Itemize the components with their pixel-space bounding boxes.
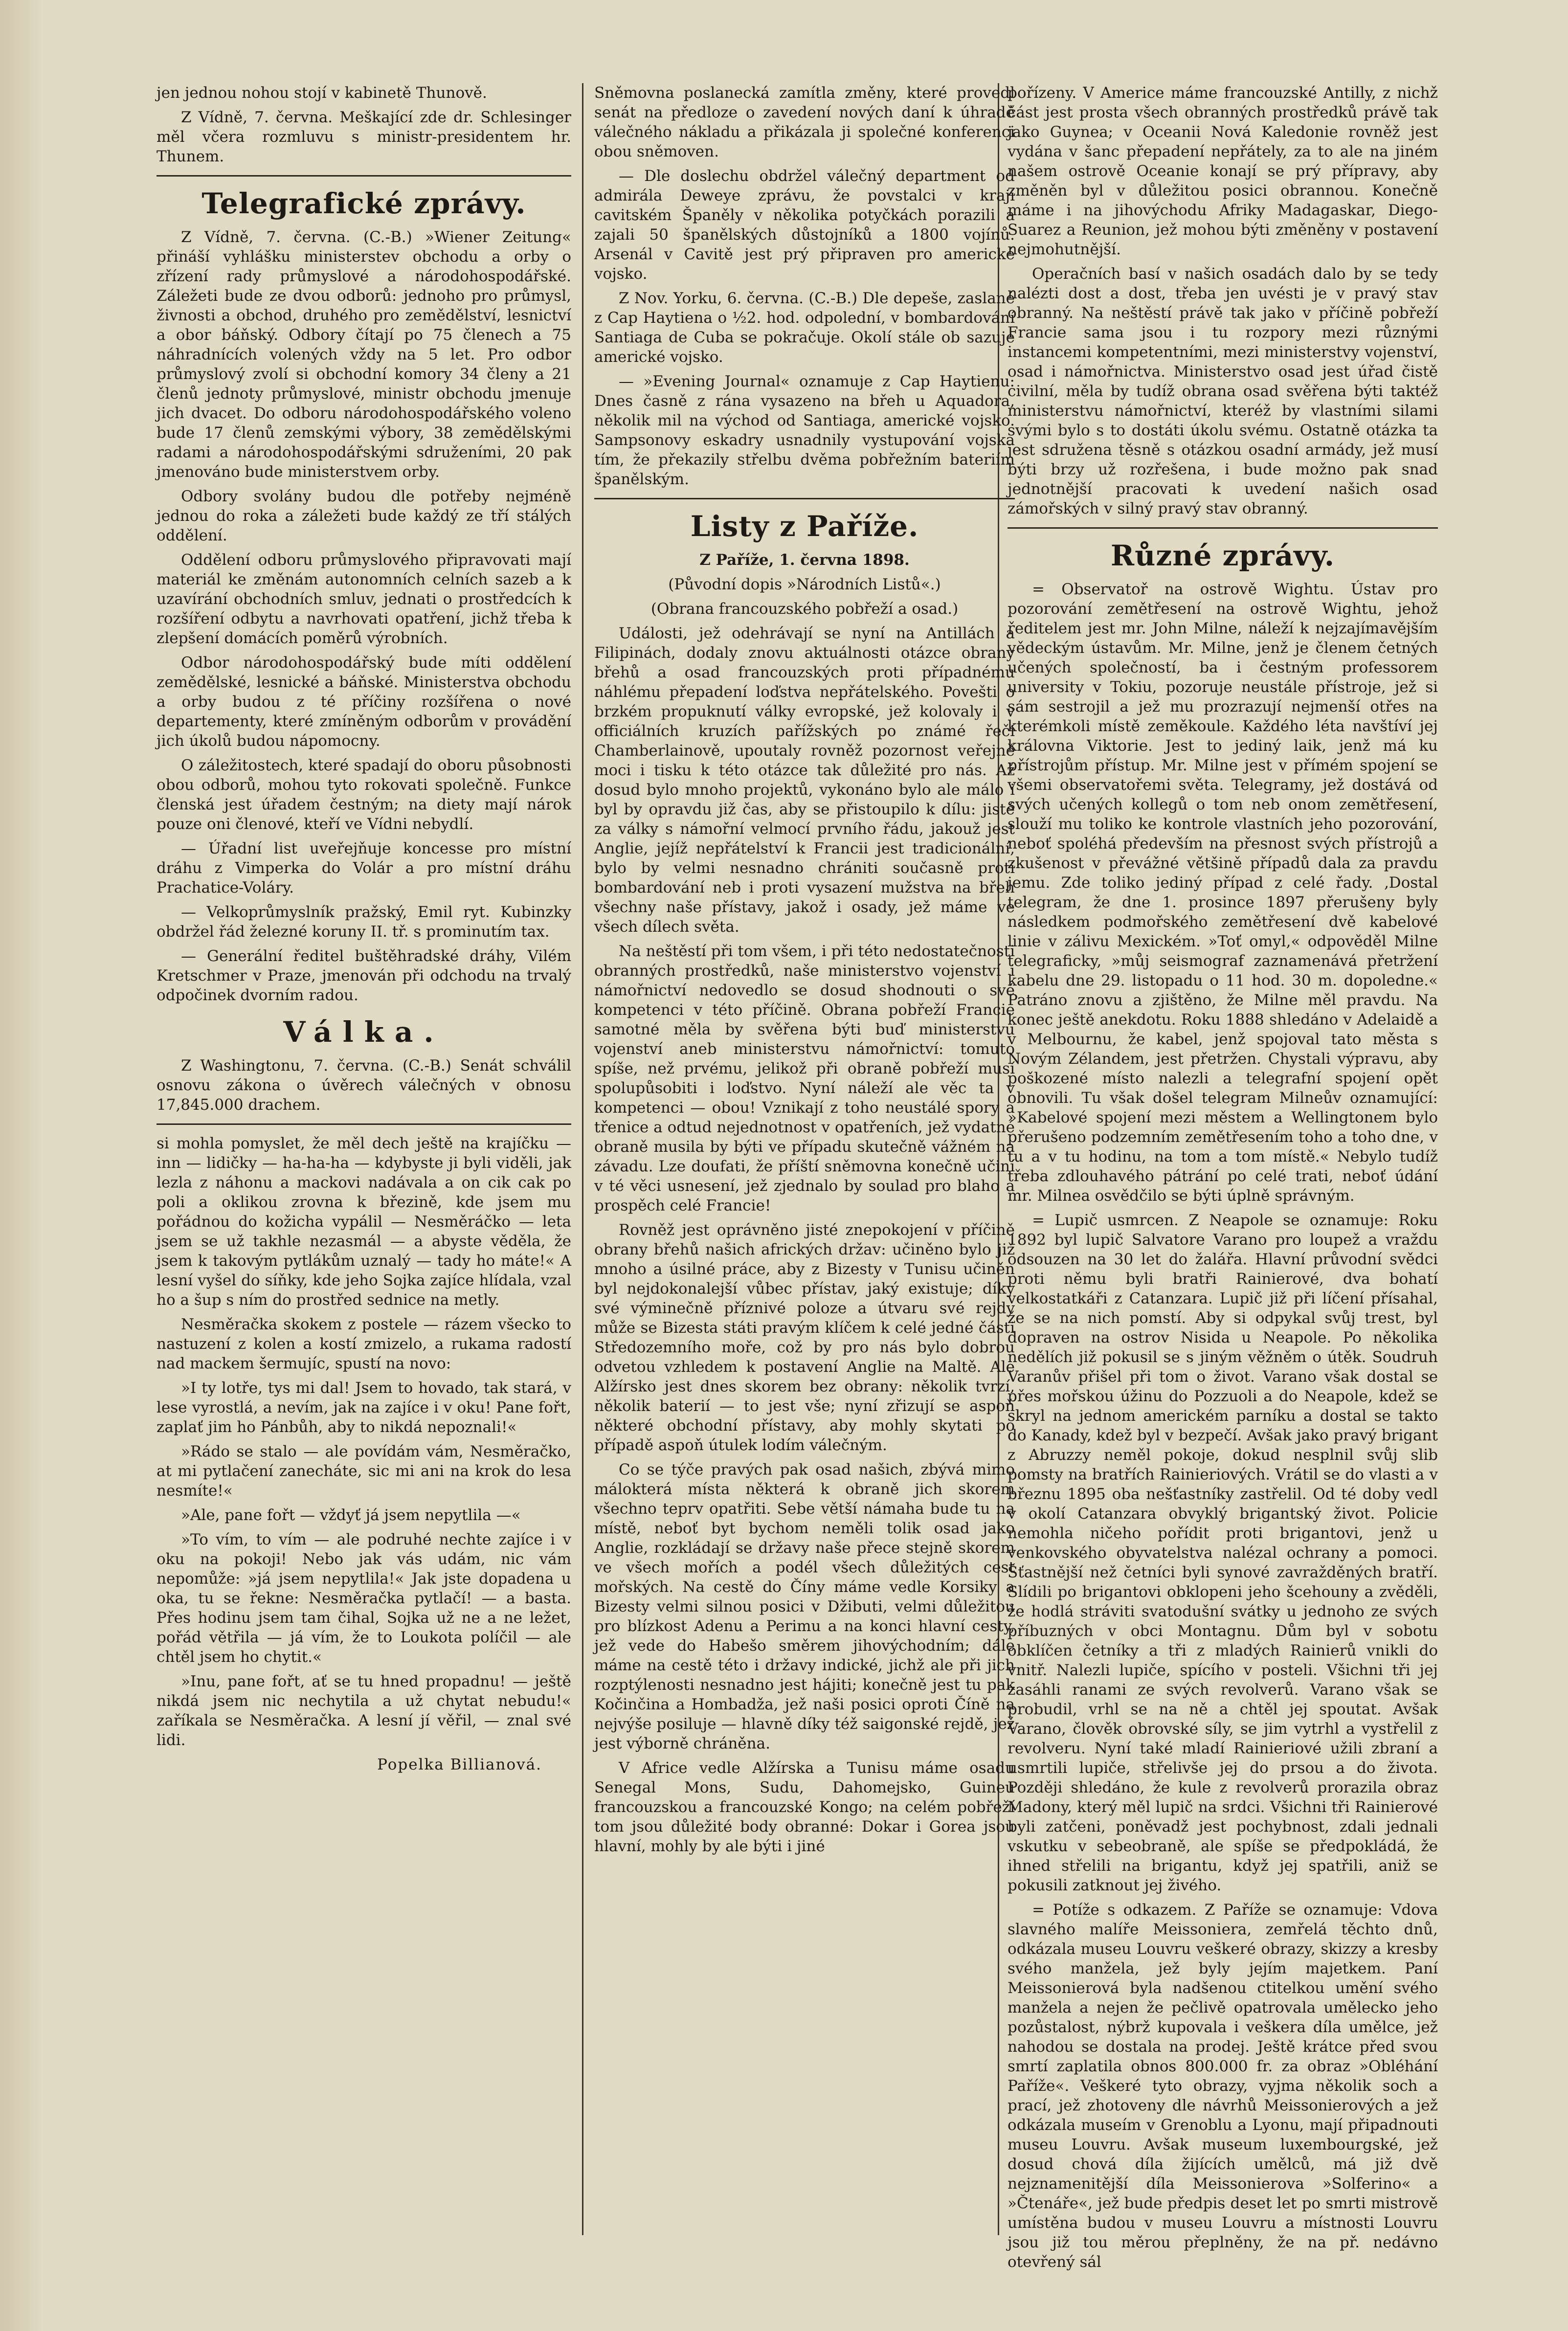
misc-news-para: = Potíže s odkazem. Z Paříže se oznamuje: Vdova slavného malíře Meissoniera, zemřelá těchto dnů, odkázala museu Louvru veškeré obrazy, skizzy a kresby svého manžela, jež byly jejím majetkem. Paní Meissonierová byla nadšenou ctitelkou umění svého manžela a nejen že pečlivě opatrovala umělecko jeho pozůstalost, nýbrž kupovala i veškera díla umělce, jež nahodou se dostala na prodej. Ještě krátce před svou smrtí zaplatila obnos 800.000 fr. za obraz »Obléhání Paříže«. Veškeré tyto obrazy, vyjma několik soch a prací, jež zhotoveny dle návrhů Meissonierových a jež odkázala museím v Grenoblu a Lyonu, mají připadnouti museu Louvru. Avšak museum luxembourgské, jež dosud chová díla žijících umělců, má již dvě nejznamenitější díla Meissonierova »Solferino« a »Čtenáře«, jež bude předpis deset let po smrti mistrově umístěna budou v museu Louvru a místnosti Louvru jsou již tou měrou přeplněny, že na př. nedávno otevřený sál xyxy=(1008,1901,1438,2271)
section-rule xyxy=(157,175,571,177)
telegram-para: — Velkoprůmyslník pražský, Emil ryt. Kubinzky obdržel řád železné koruny II. tř. s prominutím tax. xyxy=(157,903,571,941)
feuilleton-para: »Rádo se stalo — ale povídám vám, Nesměračko, at mi pytlačení zanecháte, sic mi ani na krok do lesa nesmíte!« xyxy=(157,1443,571,1500)
paris-subtitle: (Obrana francouzského pobřeží a osad.) xyxy=(650,600,959,618)
feuilleton-rule xyxy=(157,1123,571,1125)
continued-text: jen jednou nohou stojí v kabinetě Thunově. xyxy=(157,84,487,102)
page-fold-shadow xyxy=(0,0,44,2331)
column-3 xyxy=(1008,83,1438,2271)
news-para: — »Evening Journal« oznamuje z Cap Haytienu: Dnes časně z rána vysazeno na břeh u Aquadora, několik mil na východ od Santiaga, americké vojsko. Sampsonovy eskadry usnadnily vystupování vojska tím, že překazily střelbu dvěma pobřežním bateriím španělským. xyxy=(594,373,1015,488)
paris-para: V Africe vedle Alžírska a Tunisu máme osadu Senegal Mons, Sudu, Dahomejsko, Guineu francouzskou a francouzské Kongo; na celém pobřeží tom jsou důležité body obranné: Dokar i Gorea jsou hlavní, mohly by ale býti i jiné xyxy=(594,1759,1015,1855)
news-para: — Dle doslechu obdržel válečný department od admirála Deweye zprávu, že povstalci v kraji cavitském Španěly v několika potyčkách porazili a zajali 50 španělských důstojníků a 1800 vojínů. Arsenál v Cavitě jest prý připraven pro americké vojsko. xyxy=(594,167,1015,283)
paris-para: Co se týče pravých pak osad našich, zbývá mimo málokterá místa některá k obraně jich skorem všechno teprv opatřiti. Sebe větší námaha bude tu na místě, neboť byt bychom neměli tolik osad jako Anglie, rozkládají se državy naše přece stejně skorem ve všech mořích a podél všech důležitých cest mořských. Na cestě do Číny máme vedle Korsiky a Bizesty velmi silnou posici v Džibuti, velmi důležitou pro blízkost Adenu a Perimu a na konci hlavní cesty, jež vede do Habešo směrem jihovýchodním; dále máme na cestě této i državy indické, jichž ale při jich rozptýlenosti nesnadno jest hájiti; konečně jest tu pak Kočinčina a Hombadža, jež naši posici oproti Číně na nejvýše posiluje — hlavně díky též saigonské rejdě, jež jest výborně chráněna. xyxy=(594,1461,1015,1752)
vienna-news: Z Vídně, 7. června. Meškající zde dr. Schlesinger měl včera rozmluvu s ministr-presidentem hr. Thunem. xyxy=(157,109,571,165)
feuilleton-para: »I ty lotře, tys mi dal! Jsem to hovado, tak stará, v lese vyrostlá, a nevím, jak na zajíce i v oku! Pane fořt, zaplať jim ho Pánbůh, aby to nikdá nepoznali!« xyxy=(157,1379,571,1436)
telegram-para: Odbor národohospodářský bude míti oddělení zemědělské, lesnické a báňské. Ministerstva obchodu a orby budou z té příčiny rozšířena o nové departementy, které zmíněným odborům v provádění jich úkolů budou nápomocny. xyxy=(157,654,571,750)
feuilleton-para: »To vím, to vím — ale podruhé nechte zajíce i v oku na pokoji! Nebo jak vás udám, nic vám nepomůže: »já jsem nepytlila!« Jak jste dopadena u oka, tu se řekne: Nesměračka pytlačí! — a basta. Přes hodinu jsem tam čihal, Sojka už ne a ne ležet, pořád větřila — já vím, že to Loukota políčil — ale chtěl jsem ho chytit.« xyxy=(157,1531,571,1666)
paris-letters-title: Listy z Paříže. xyxy=(690,510,919,543)
telegram-para: — Úřadní list uveřejňuje koncesse pro místní dráhu z Vimperka do Volár a pro místní dráhu Prachatice-Voláry. xyxy=(157,840,571,897)
telegram-para: Oddělení odboru průmyslového připravovati mají materiál ke změnám autonomních celních sazeb a k uzavírání obchodních smluv, jednati o prostředcích k rozšíření odbytu a navrhovati opatření, jichž třeba k zlepšení domácích poměrů výrobních. xyxy=(157,551,571,647)
telegram-para: — Generální ředitel buštěhradské dráhy, Vilém Kretschmer v Praze, jmenován při odchodu na trvalý odpočinek dvorním radou. xyxy=(157,947,571,1004)
paris-para: Rovněž jest oprávněno jisté znepokojení v příčině obrany břehů našich afrických držav: učiněno bylo již mnoho a úsilné práce, aby z Bizesty v Tunisu učiněn byl nejdokonalejší vůbec přístav, jaký existuje; díky své výminečně příznivé poloze a útvaru své rejdy může se Bizesta státi pravým klíčem k celé jedné části Středozemního moře, což by pro nás bylo dobrou odvetou vzhledem k postavení Anglie na Maltě. Ale Alžírsko jest dnes skorem bez obrany: několik tvrzí, několik baterií — to jest vše; nyní zřizují se aspoň některé obchodní přístavy, aby mohly skytati po případě aspoň útulek lodím válečným. xyxy=(594,1221,1015,1454)
paris-source: (Původní dopis »Národních Listů«.) xyxy=(668,576,941,593)
misc-news-title: Různé zprávy. xyxy=(1110,539,1335,572)
feuilleton-para: »Inu, pane fořt, ať se tu hned propadnu! — ještě nikdá jsem nic nechytila a už chytat nebudu!« zaříkala se Nesměračka. A lesní jí věřil, — znal své lidi. xyxy=(157,1673,571,1749)
telegram-para: O záležitostech, které spadají do oboru působnosti obou odborů, mohou tyto rokovati společně. Funkce členská jest úřadem čestným; na diety mají nárok pouze oni členové, kteří ve Vídni nebydlí. xyxy=(157,757,571,833)
war-para: Z Washingtonu, 7. června. (C.-B.) Senát schválil osnovu zákona o úvěrech válečných v obnosu 17,845.000 drachem. xyxy=(157,1057,571,1114)
feuilleton-para: Nesměračka skokem z postele — rázem všecko to nastuzení z kolen a kostí zmizelo, a rukama radostí nad mackem šermujíc, spustí na novo: xyxy=(157,1316,571,1372)
feuilleton-para: si mohla pomyslet, že měl dech ještě na krajíčku — inn — lidičky — ha-ha-ha — kdybyste ji byli viděli, jak lezla z náhonu a mackovi nadávala a on cik cak po poli a oklikou zrovna k březině, kde jsem mu pořádnou do kožicha vypálil — Nesměráčko — leta jsem se už takhle nezasmál — a abyste věděla, že jsem k takovým pytlákům uznalý — tady ho máte!« A lesní vyšel do síňky, kde jeho Sojka zajíce hlídala, vzal ho a šup s ním do prostřed sednice na metly. xyxy=(157,1135,571,1309)
paris-dateline: Z Paříže, 1. června 1898. xyxy=(699,551,910,569)
war-section-title: Válka. xyxy=(283,1015,445,1049)
news-para: Z Nov. Yorku, 6. června. (C.-B.) Dle depeše, zaslané z Cap Haytiena o ½2. hod. odpolední, v bombardování Santiaga de Cuba se pokračuje. Okolí stále ob sazuje americké vojsko. xyxy=(594,290,1015,366)
paris-para: Na neštěstí při tom všem, i při této nedostatečnosti obranných prostředků, naše ministerstvo vojenství i námořnictví nedovedlo se dosud shodnouti o své kompetenci v této příčině. Obrana pobřeží Francie samotné měla by svěřena býti buď ministerstvu vojenství aneb ministerstvu námořnictví: tomuto spíše, než prvému, jelikož při obraně pobřeží musí spolupůsobiti i loďstvo. Nyní náleží ale věc ta v kompetenci — obou! Vznikají z toho neustálé spory a třenice a odtud nejednotnost v opatřeních, jež vydatné obraně musila by býti ve případu skutečně vážném na závadu. Lze doufati, že příští sněmovna konečně učiní v té věci usnesení, jež zjednalo by soulad pro blaho a prospěch celé Francie! xyxy=(594,942,1015,1214)
paris-para: Události, jež odehrávají se nyní na Antillách a Filipinách, dodaly znovu aktuálnosti otázce obrany břehů a osad francouzských proti případnému náhlému přepadení loďstva nepřátelského. Povešti o brzkém propuknutí války evropské, jež kolovaly i v officiálních kruzích pařížských po známé řeči Chamberlainově, upoutaly rovněž pozornost veřejně moci i tisku k této otázce tak důležité pro nás. Až dosud bylo mnoho projektů, vykonáno bylo ale málo i byl by opravdu již čas, aby se přistoupilo k dílu: jisté za války s námořní velmocí prvního řádu, jakouž jest Anglie, jejíž nepřátelství k Francii jest tradicionální, bylo by velmi nesnadno chrániti současně proti bombardování neb i proti vysazení mužstva na břeh všechny naše přístavy, jakož i osady, jež máme ve všech dílech světa. xyxy=(594,625,1015,936)
feuilleton-signature: Popelka Billianová. xyxy=(377,1756,542,1773)
news-para: pořízeny. V Americe máme francouzské Antilly, z nichž část jest prosta všech obranných prostředků právě tak jako Guynea; v Oceanii Nová Kaledonie rovněž jest vydána v šanc přepadení nepřátely, za to ale na jiném našem ostrově Oceanie konají se prý přípravy, aby změněn byl v důležitou posici obrannou. Konečně máme i na jihovýchodu Afriky Madagaskar, Diego-Suarez a Reunion, jež mohou býti změněny v postavení nejmohutnější. xyxy=(1008,84,1438,258)
section-rule xyxy=(1008,527,1438,529)
telegram-para: Odbory svolány budou dle potřeby nejméně jednou do roka a záležeti bude každý ze tří stálých oddělení. xyxy=(157,488,571,544)
column-1 xyxy=(157,83,571,2235)
telegram-section-title: Telegrafické zprávy. xyxy=(202,187,526,220)
misc-news-para: = Observatoř na ostrově Wightu. Ústav pro pozorování zemětřesení na ostrově Wightu, jehož ředitelem jest mr. John Milne, náleží k nejzajímavějším vědeckým ústavům. Mr. Milne, jenž je členem četných učených společností, ba i čestným professorem university v Tokiu, pozoruje neustále přístroje, jež si sám sestrojil a jež mu prozrazují nejmenší otřes na kterémkoli místě zeměkoule. Každého léta navštíví jej královna Viktorie. Jest to jediný laik, jenž má ku přístrojům přístup. Mr. Milne jest v přímém spojení se všemi observatořemi světa. Telegramy, jež dostává od svých učených kollegů o tom neb onom zemětřesení, slouží mu toliko ke kontrole vlastních jeho pozorování, neboť spoléhá především na přesnost svých přístrojů a zkušenost v převážné většině případů dala za pravdu jemu. Zde toliko jediný případ z celé řady. ‚Dostal telegram, že dne 1. prosince 1897 přerušeny byly následkem podmořského zemětřesení dvě kabelové linie v zálivu Mexickém. »Toť omyl,« odpověděl Milne telegraficky, »můj seismograf zaznamenává přetržení kabelu dne 29. listopadu o 11 hod. 30 m. dopoledne.« Patráno znovu a zjištěno, že Milne měl pravdu. Na konec ještě anekdotu. Roku 1888 shledáno v Adelaidě a v Melbournu, že kabel, jenž spojoval tato města s Novým Zélandem, jest přetržen. Chystali výpravu, aby poškozené místo nalezli a telegrafní spojení opět obnovili. Tu však došel telegram Milneův oznamující: »Kabelové spojení mezi městem a Wellingtonem bylo přerušeno podzemním zemětřesením toho a toho dne, v tu a v tu hodinu, na tom a tom místě.« Nebylo tudíž třeba zdlouhavého pátrání po celé trati, neboť údání mr. Milnea osvědčilo se býti úplně správným. xyxy=(1008,581,1438,1205)
feuilleton-para: »Ale, pane fořt — vždyť já jsem nepytlila —« xyxy=(181,1506,521,1524)
news-para: Operačních basí v našich osadách dalo by se tedy nalézti dost a dost, třeba jen uvésti je v pravý stav obranný. Na neštěstí právě tak jako v příčině pobřeží Francie sama jsou i tu rozpory mezi různými instancemi kompetentními, mezi ministerstvy vojenství, osad i námořnictva. Ministerstvo osad jest úřad čistě civilní, měla by tudíž obrana osad svěřena býti taktéž ministerstvu námořnictví, kteréž by vlastními silami svými bylo s to dostáti úkolu svému. Ostatně otázka ta jest sdružena těsně s otázkou osadní armády, jež musí býti brzy už rozřešena, i bude možno pak snad jednotnější pracovati k uvedení našich osad zámořských v silný pravý stav obranný. xyxy=(1008,265,1438,517)
section-rule xyxy=(594,498,1015,499)
column-2 xyxy=(594,83,1015,2235)
telegram-para: Z Vídně, 7. června. (C.-B.) »Wiener Zeitung« přináší vyhlášku ministerstev obchodu a orby o zřízení rady průmyslové a národohospodářské. Záležeti bude ze dvou odborů: jednoho pro průmysl, živnosti a obchod, druhého pro zemědělství, lesnictví a obor báňský. Odbory čítají po 75 členech a 75 náhradnících volených vždy na 5 let. Pro odbor průmyslový zvolí si obchodní komory 34 členy a 21 členů jednoty průmyslové, ministr obchodu jmenuje jich dvacet. Do odboru národohospodářského voleno bude 17 členů zemskými výbory, 38 zemědělskými radami a národohospodářskými sdruženími, 20 pak jmenováno bude ministerstvem orby. xyxy=(157,228,571,481)
news-para: Sněmovna poslanecká zamítla změny, které provedl senát na předloze o zavedení nových daní k úhradě válečného nákladu a přikázala ji společné konferenci obou sněmoven. xyxy=(594,84,1015,160)
column-rule-1 xyxy=(582,83,583,2235)
misc-news-para: = Lupič usmrcen. Z Neapole se oznamuje: Roku 1892 byl lupič Salvatore Varano pro loupež a vraždu odsouzen na 30 let do žalářa. Hlavní průvodní svědci proti němu byli bratři Rainierové, dva bohatí velkostatkáři z Catanzara. Lupič již při líčení přísahal, že se na nich pomstí. Aby si odpykal svůj trest, byl dopraven na ostrov Nisida u Neapole. Po několika nedělích již pokusil se s jiným věžněm o útěk. Soudruh Varanův přišel při tom o život. Varano však dostal se přes mořskou úžinu do Pozzuoli a do Neapole, kdež se skryl na jednom americkém parníku a dostal se takto do Kanady, kdež byl v bezpečí. Avšak jako pravý brigant z Abruzzy neměl pokoje, dokud nesplnil svůj slib pomsty na bratřích Rainieriových. Vrátil se do vlasti a v březnu 1895 oba nešťastníky zastřelil. Od té doby vedl v okolí Catanzara obvyklý brigantský život. Policie nemohla ničeho pořídit proti brigantovi, jenž u venkovského obyvatelstva nalézal ochrany a pomoci. Šťastnější než četníci byli synové zavražděných bratří. Slídili po brigantovi obklopeni jeho šcehouny a zvěděli, že hodlá stráviti svatodušní svátky u jednoho ze svých příbuzných v obci Montagnu. Dům byl v sobotu obklíčen četníky a tři z mladých Rainierů vnikli do vnitř. Nalezli lupiče, spícího v posteli. Všichni tři jej zasáhli ranami ze svých revolverů. Varano však se probudil, vrhl se na ně a chtěl jej spoutat. Avšak Varano, člověk obrovské síly, se jim vytrhl a vystřelil z revolveru. Nyní také mladí Rainieriové užili zbraní a usmrtili lupiče, střelivše jej do prsou a do života. Později shledáno, že kule z revolverů prorazila obraz Madony, který měl lupič na srdci. Všichni tři Rainierové byli zatčeni, poněvadž jest pochybnost, zdali jednali vskutku v sebeobraně, ale spíše se předpokládá, že ihned střelili na brigantu, když jej spatřili, aniž se pokusili zatknout jej živého. xyxy=(1008,1211,1438,1894)
feuilleton xyxy=(157,1134,571,1774)
